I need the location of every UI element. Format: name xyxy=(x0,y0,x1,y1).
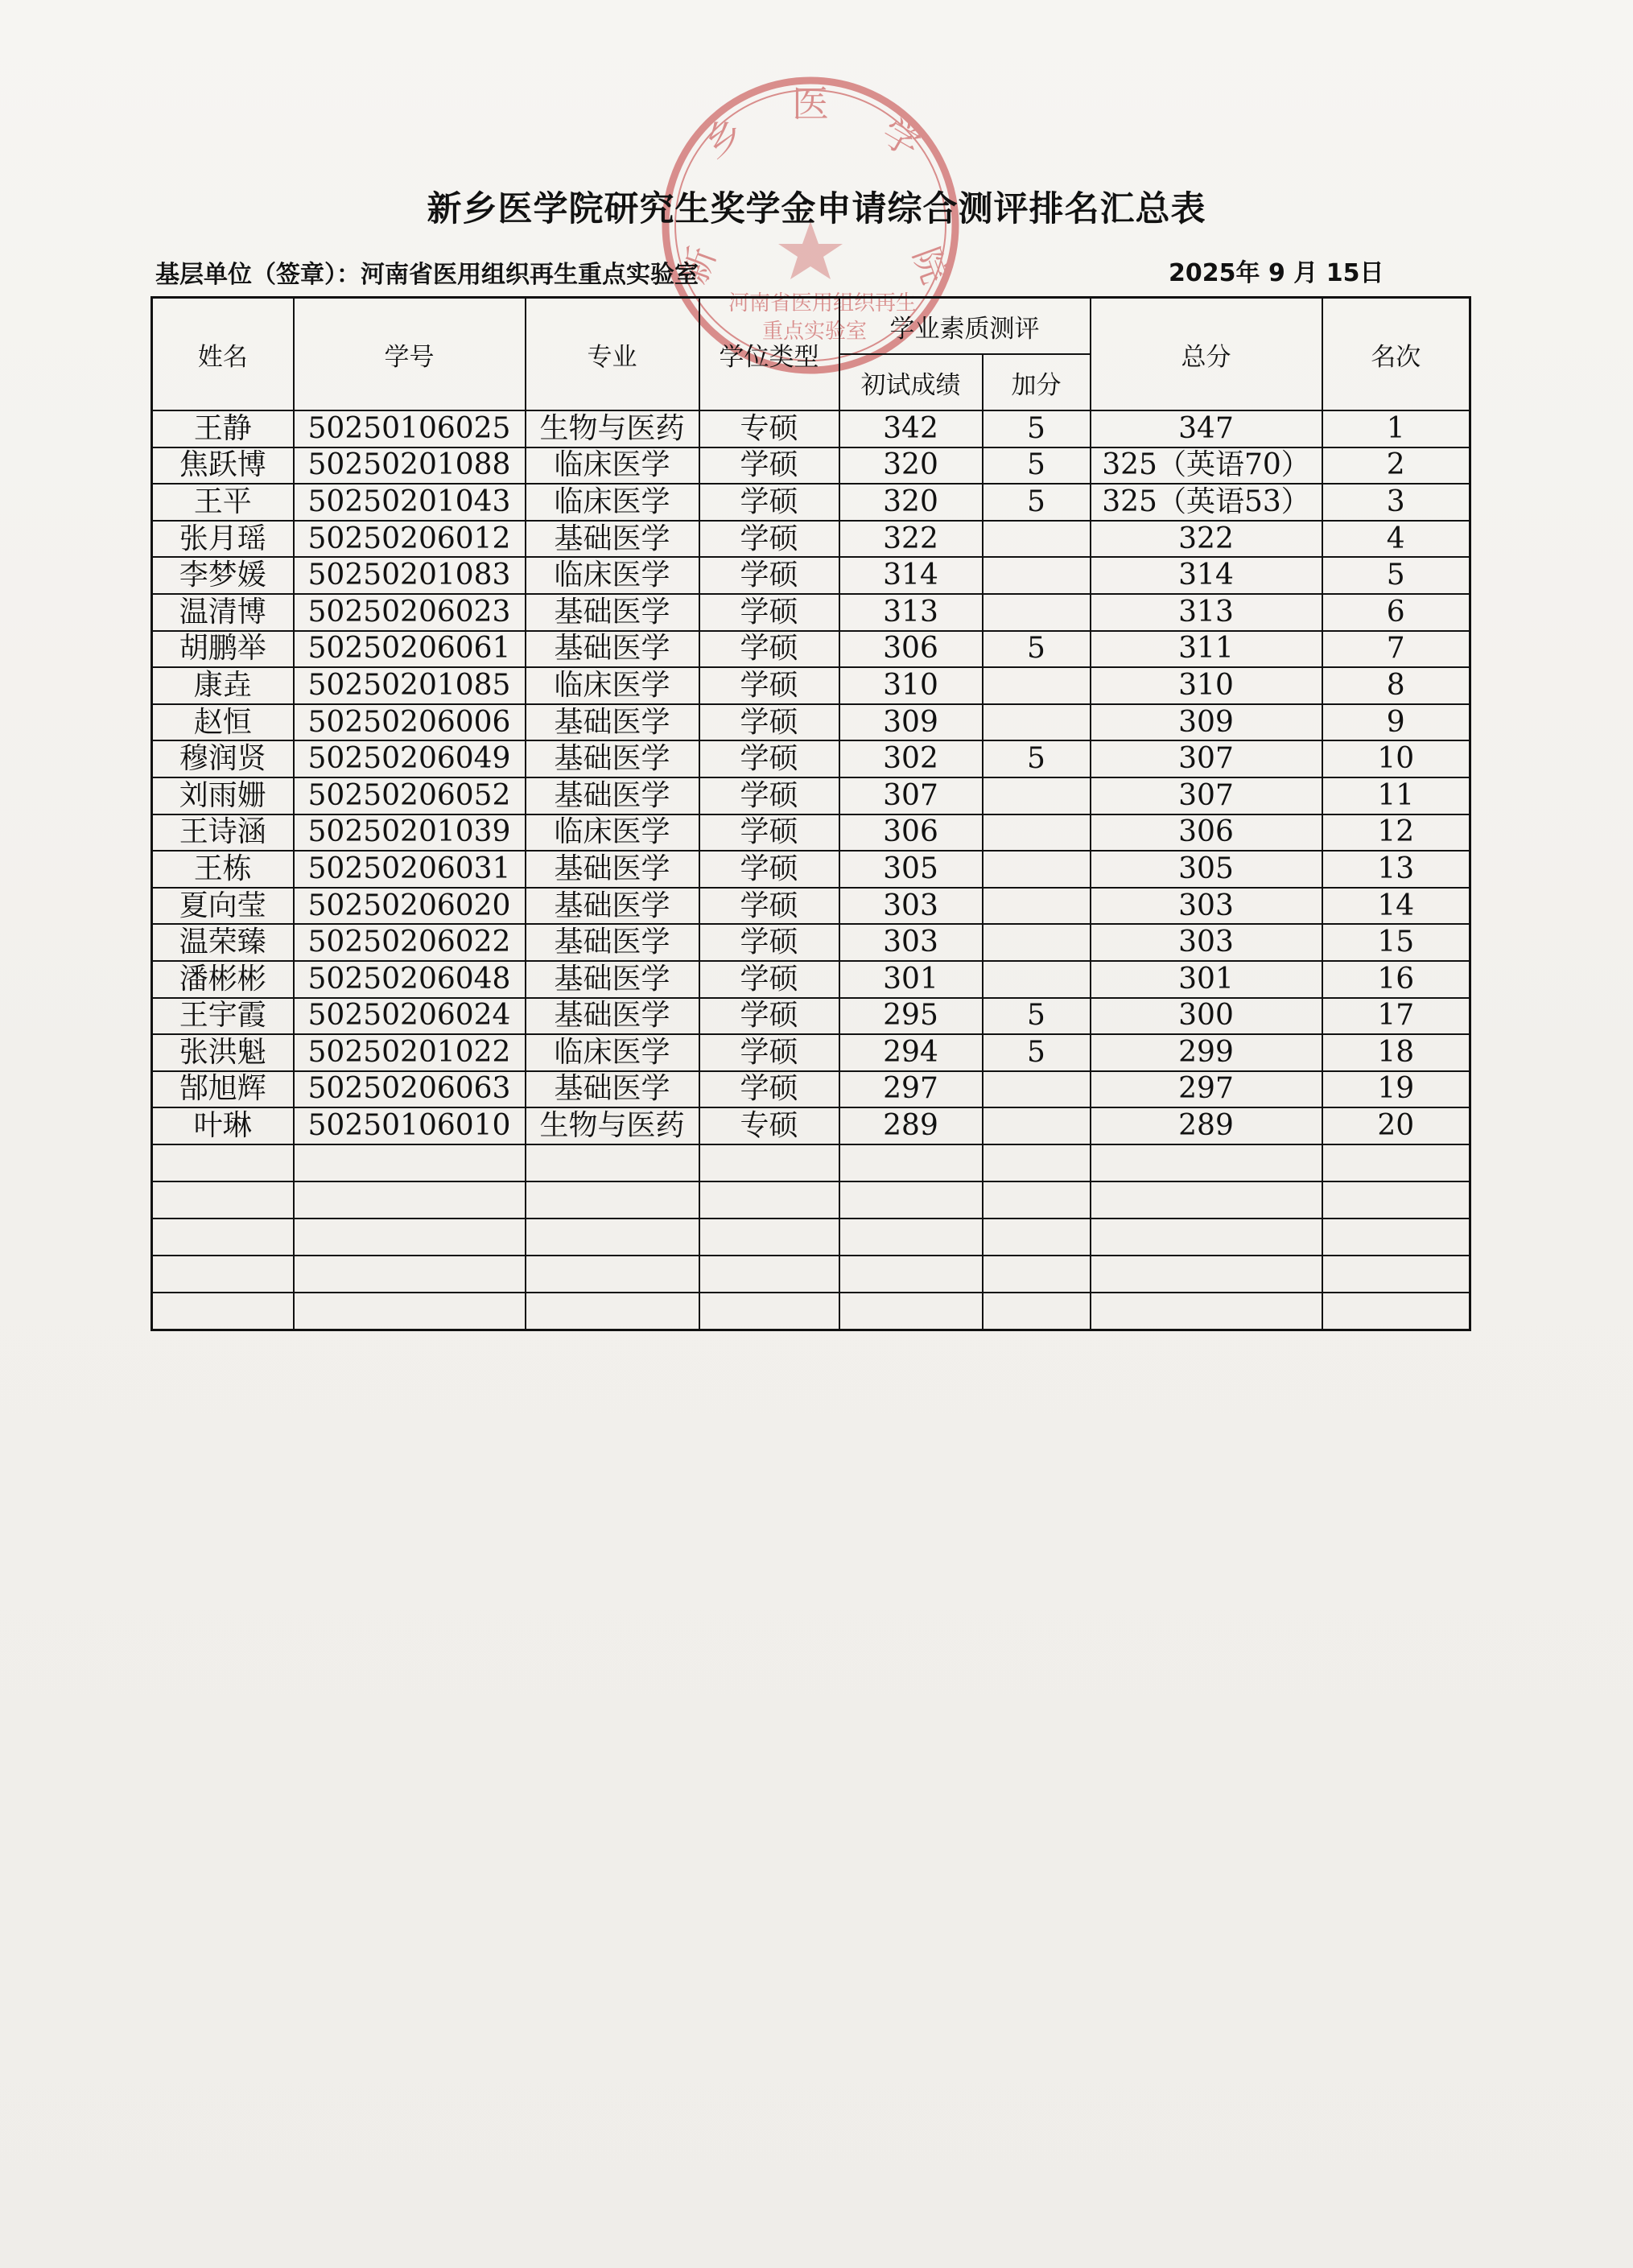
cell-student-id: 50250106010 xyxy=(294,1107,526,1144)
header-bonus: 加分 xyxy=(983,354,1091,410)
header-total: 总分 xyxy=(1091,298,1322,411)
cell-major: 基础医学 xyxy=(526,888,699,925)
cell-bonus xyxy=(983,777,1091,814)
cell-total: 303 xyxy=(1091,924,1322,961)
cell-bonus xyxy=(983,1071,1091,1108)
cell-student-id: 50250206063 xyxy=(294,1071,526,1108)
empty-cell xyxy=(839,1181,983,1219)
cell-name: 李梦媛 xyxy=(152,557,294,594)
cell-total: 301 xyxy=(1091,961,1322,998)
table-row xyxy=(152,924,1470,961)
empty-cell xyxy=(699,1293,839,1330)
cell-major: 临床医学 xyxy=(526,814,699,852)
empty-cell xyxy=(839,1293,983,1330)
cell-major: 基础医学 xyxy=(526,851,699,888)
date-day: 15日 xyxy=(1326,259,1384,287)
cell-initial-score: 295 xyxy=(839,998,983,1035)
cell-degree-type: 学硕 xyxy=(699,1071,839,1108)
cell-bonus: 5 xyxy=(983,447,1091,485)
cell-total: 313 xyxy=(1091,594,1322,631)
cell-bonus xyxy=(983,1107,1091,1144)
empty-cell xyxy=(1091,1181,1322,1219)
cell-student-id: 50250206049 xyxy=(294,740,526,777)
empty-cell xyxy=(699,1144,839,1181)
cell-initial-score: 303 xyxy=(839,924,983,961)
empty-cell xyxy=(152,1256,294,1293)
table-row xyxy=(152,410,1470,447)
cell-degree-type: 学硕 xyxy=(699,594,839,631)
cell-name: 郜旭辉 xyxy=(152,1071,294,1108)
header-degree-type: 学位类型 xyxy=(699,298,839,411)
cell-major: 基础医学 xyxy=(526,521,699,558)
cell-rank: 10 xyxy=(1322,740,1470,777)
cell-name: 夏向莹 xyxy=(152,888,294,925)
page-title: 新乡医学院研究生奖学金申请综合测评排名汇总表 xyxy=(427,189,1206,229)
cell-total: 314 xyxy=(1091,557,1322,594)
cell-major: 基础医学 xyxy=(526,740,699,777)
empty-cell xyxy=(983,1144,1091,1181)
table-row xyxy=(152,961,1470,998)
cell-name: 刘雨姗 xyxy=(152,777,294,814)
header-major: 专业 xyxy=(526,298,699,411)
unit-name: 河南省医用组织再生重点实验室 xyxy=(361,261,699,289)
cell-total: 347 xyxy=(1091,410,1322,447)
table-row xyxy=(152,594,1470,631)
cell-total: 325（英语53） xyxy=(1091,484,1322,521)
cell-name: 焦跃博 xyxy=(152,447,294,485)
cell-bonus xyxy=(983,961,1091,998)
svg-text:乡: 乡 xyxy=(696,109,751,167)
cell-initial-score: 305 xyxy=(839,851,983,888)
table-row xyxy=(152,521,1470,558)
header-student-id: 学号 xyxy=(294,298,526,411)
date-year: 2025年 xyxy=(1169,259,1260,287)
empty-row xyxy=(152,1256,1470,1293)
cell-name: 胡鹏举 xyxy=(152,631,294,668)
cell-rank: 2 xyxy=(1322,447,1470,485)
cell-major: 基础医学 xyxy=(526,998,699,1035)
cell-initial-score: 313 xyxy=(839,594,983,631)
cell-rank: 15 xyxy=(1322,924,1470,961)
header-name: 姓名 xyxy=(152,298,294,411)
cell-student-id: 50250201085 xyxy=(294,667,526,704)
svg-text:院: 院 xyxy=(905,241,956,290)
cell-rank: 5 xyxy=(1322,557,1470,594)
header-initial-score: 初试成绩 xyxy=(839,354,983,410)
cell-student-id: 50250201022 xyxy=(294,1034,526,1071)
empty-row xyxy=(152,1181,1470,1219)
empty-cell xyxy=(839,1256,983,1293)
cell-student-id: 50250206031 xyxy=(294,851,526,888)
cell-major: 生物与医药 xyxy=(526,410,699,447)
table-row xyxy=(152,447,1470,485)
cell-major: 临床医学 xyxy=(526,557,699,594)
empty-cell xyxy=(699,1256,839,1293)
cell-initial-score: 307 xyxy=(839,777,983,814)
cell-rank: 1 xyxy=(1322,410,1470,447)
empty-cell xyxy=(1322,1181,1470,1219)
svg-text:新: 新 xyxy=(673,241,724,290)
unit-label: 基层单位（签章）： xyxy=(155,261,361,289)
cell-rank: 6 xyxy=(1322,594,1470,631)
cell-degree-type: 学硕 xyxy=(699,961,839,998)
empty-cell xyxy=(526,1293,699,1330)
cell-rank: 17 xyxy=(1322,998,1470,1035)
cell-degree-type: 学硕 xyxy=(699,1034,839,1071)
cell-degree-type: 学硕 xyxy=(699,557,839,594)
cell-initial-score: 303 xyxy=(839,888,983,925)
empty-cell xyxy=(1322,1293,1470,1330)
cell-initial-score: 309 xyxy=(839,704,983,741)
table-row xyxy=(152,814,1470,852)
cell-degree-type: 学硕 xyxy=(699,851,839,888)
cell-degree-type: 学硕 xyxy=(699,631,839,668)
cell-bonus xyxy=(983,924,1091,961)
empty-cell xyxy=(983,1181,1091,1219)
cell-student-id: 50250206022 xyxy=(294,924,526,961)
cell-degree-type: 专硕 xyxy=(699,410,839,447)
cell-name: 康垚 xyxy=(152,667,294,704)
cell-student-id: 50250206048 xyxy=(294,961,526,998)
cell-degree-type: 学硕 xyxy=(699,814,839,852)
empty-cell xyxy=(294,1181,526,1219)
cell-degree-type: 专硕 xyxy=(699,1107,839,1144)
cell-total: 310 xyxy=(1091,667,1322,704)
cell-name: 潘彬彬 xyxy=(152,961,294,998)
cell-rank: 7 xyxy=(1322,631,1470,668)
table-row xyxy=(152,998,1470,1035)
cell-initial-score: 322 xyxy=(839,521,983,558)
cell-total: 305 xyxy=(1091,851,1322,888)
cell-rank: 18 xyxy=(1322,1034,1470,1071)
empty-cell xyxy=(983,1219,1091,1256)
empty-cell xyxy=(152,1144,294,1181)
cell-name: 叶琳 xyxy=(152,1107,294,1144)
cell-rank: 8 xyxy=(1322,667,1470,704)
cell-bonus xyxy=(983,851,1091,888)
cell-bonus xyxy=(983,814,1091,852)
cell-major: 基础医学 xyxy=(526,704,699,741)
cell-total: 289 xyxy=(1091,1107,1322,1144)
cell-bonus: 5 xyxy=(983,740,1091,777)
cell-degree-type: 学硕 xyxy=(699,998,839,1035)
cell-major: 基础医学 xyxy=(526,924,699,961)
empty-cell xyxy=(699,1219,839,1256)
cell-rank: 14 xyxy=(1322,888,1470,925)
empty-cell xyxy=(1322,1256,1470,1293)
cell-degree-type: 学硕 xyxy=(699,447,839,485)
cell-bonus: 5 xyxy=(983,484,1091,521)
cell-major: 基础医学 xyxy=(526,631,699,668)
empty-cell xyxy=(983,1256,1091,1293)
cell-name: 赵恒 xyxy=(152,704,294,741)
cell-rank: 16 xyxy=(1322,961,1470,998)
cell-major: 临床医学 xyxy=(526,1034,699,1071)
cell-initial-score: 297 xyxy=(839,1071,983,1108)
cell-degree-type: 学硕 xyxy=(699,888,839,925)
ranking-table xyxy=(151,296,1471,1331)
cell-rank: 12 xyxy=(1322,814,1470,852)
svg-text:河南省医用组织再生: 河南省医用组织再生 xyxy=(728,291,918,315)
date-line xyxy=(1169,253,1384,288)
cell-name: 张月瑶 xyxy=(152,521,294,558)
cell-degree-type: 学硕 xyxy=(699,777,839,814)
empty-cell xyxy=(526,1256,699,1293)
cell-degree-type: 学硕 xyxy=(699,704,839,741)
svg-text:医: 医 xyxy=(792,82,829,126)
table-row xyxy=(152,888,1470,925)
header-rank: 名次 xyxy=(1322,298,1470,411)
date-month: 9 xyxy=(1268,259,1285,287)
cell-initial-score: 342 xyxy=(839,410,983,447)
cell-total: 322 xyxy=(1091,521,1322,558)
cell-rank: 13 xyxy=(1322,851,1470,888)
cell-name: 王平 xyxy=(152,484,294,521)
cell-name: 王静 xyxy=(152,410,294,447)
cell-rank: 4 xyxy=(1322,521,1470,558)
cell-total: 297 xyxy=(1091,1071,1322,1108)
cell-name: 穆润贤 xyxy=(152,740,294,777)
table-row xyxy=(152,1107,1470,1144)
svg-text:学: 学 xyxy=(874,109,929,167)
cell-initial-score: 294 xyxy=(839,1034,983,1071)
cell-degree-type: 学硕 xyxy=(699,667,839,704)
cell-degree-type: 学硕 xyxy=(699,740,839,777)
empty-cell xyxy=(294,1144,526,1181)
cell-student-id: 50250206061 xyxy=(294,631,526,668)
empty-cell xyxy=(839,1144,983,1181)
cell-name: 王栋 xyxy=(152,851,294,888)
table-row xyxy=(152,777,1470,814)
date-month-label: 月 xyxy=(1293,259,1318,287)
cell-major: 基础医学 xyxy=(526,594,699,631)
cell-major: 生物与医药 xyxy=(526,1107,699,1144)
cell-initial-score: 289 xyxy=(839,1107,983,1144)
cell-student-id: 50250201083 xyxy=(294,557,526,594)
empty-cell xyxy=(526,1144,699,1181)
table-row xyxy=(152,484,1470,521)
cell-bonus xyxy=(983,594,1091,631)
cell-total: 303 xyxy=(1091,888,1322,925)
cell-major: 临床医学 xyxy=(526,484,699,521)
empty-cell xyxy=(526,1181,699,1219)
cell-major: 临床医学 xyxy=(526,447,699,485)
empty-row xyxy=(152,1219,1470,1256)
cell-initial-score: 320 xyxy=(839,447,983,485)
cell-bonus xyxy=(983,888,1091,925)
cell-student-id: 50250206020 xyxy=(294,888,526,925)
empty-cell xyxy=(1322,1144,1470,1181)
cell-major: 临床医学 xyxy=(526,667,699,704)
empty-cell xyxy=(1322,1219,1470,1256)
svg-text:重点实验室: 重点实验室 xyxy=(761,320,868,344)
cell-bonus: 5 xyxy=(983,410,1091,447)
cell-bonus: 5 xyxy=(983,1034,1091,1071)
empty-cell xyxy=(294,1293,526,1330)
table-row xyxy=(152,704,1470,741)
cell-major: 基础医学 xyxy=(526,1071,699,1108)
empty-cell xyxy=(839,1219,983,1256)
table-body xyxy=(152,410,1470,1330)
cell-total: 299 xyxy=(1091,1034,1322,1071)
empty-cell xyxy=(983,1293,1091,1330)
table-row xyxy=(152,631,1470,668)
empty-row xyxy=(152,1144,1470,1181)
cell-total: 307 xyxy=(1091,777,1322,814)
table-row xyxy=(152,851,1470,888)
empty-cell xyxy=(1091,1144,1322,1181)
cell-bonus xyxy=(983,521,1091,558)
cell-total: 300 xyxy=(1091,998,1322,1035)
cell-bonus xyxy=(983,667,1091,704)
cell-total: 325（英语70） xyxy=(1091,447,1322,485)
cell-student-id: 50250206023 xyxy=(294,594,526,631)
empty-cell xyxy=(1091,1293,1322,1330)
cell-initial-score: 306 xyxy=(839,814,983,852)
cell-initial-score: 301 xyxy=(839,961,983,998)
table-row xyxy=(152,667,1470,704)
cell-bonus xyxy=(983,557,1091,594)
cell-student-id: 50250206024 xyxy=(294,998,526,1035)
cell-initial-score: 320 xyxy=(839,484,983,521)
cell-total: 309 xyxy=(1091,704,1322,741)
empty-cell xyxy=(294,1256,526,1293)
empty-cell xyxy=(1091,1219,1322,1256)
cell-major: 基础医学 xyxy=(526,961,699,998)
cell-bonus xyxy=(983,704,1091,741)
cell-initial-score: 302 xyxy=(839,740,983,777)
table-row xyxy=(152,1071,1470,1108)
cell-initial-score: 310 xyxy=(839,667,983,704)
cell-student-id: 50250206012 xyxy=(294,521,526,558)
empty-cell xyxy=(526,1219,699,1256)
cell-name: 温荣臻 xyxy=(152,924,294,961)
cell-initial-score: 314 xyxy=(839,557,983,594)
empty-cell xyxy=(152,1293,294,1330)
cell-student-id: 50250201039 xyxy=(294,814,526,852)
cell-student-id: 50250201043 xyxy=(294,484,526,521)
cell-name: 温清博 xyxy=(152,594,294,631)
cell-student-id: 50250201088 xyxy=(294,447,526,485)
cell-bonus: 5 xyxy=(983,998,1091,1035)
table-row xyxy=(152,557,1470,594)
cell-name: 张洪魁 xyxy=(152,1034,294,1071)
cell-bonus: 5 xyxy=(983,631,1091,668)
cell-rank: 20 xyxy=(1322,1107,1470,1144)
cell-student-id: 50250106025 xyxy=(294,410,526,447)
empty-cell xyxy=(699,1181,839,1219)
header-academic-quality: 学业素质测评 xyxy=(839,298,1091,355)
cell-rank: 3 xyxy=(1322,484,1470,521)
cell-name: 王诗涵 xyxy=(152,814,294,852)
empty-row xyxy=(152,1293,1470,1330)
cell-total: 311 xyxy=(1091,631,1322,668)
cell-total: 307 xyxy=(1091,740,1322,777)
cell-major: 基础医学 xyxy=(526,777,699,814)
unit-line xyxy=(155,254,699,290)
table-row xyxy=(152,740,1470,777)
cell-degree-type: 学硕 xyxy=(699,521,839,558)
empty-cell xyxy=(1091,1256,1322,1293)
cell-degree-type: 学硕 xyxy=(699,484,839,521)
cell-rank: 19 xyxy=(1322,1071,1470,1108)
empty-cell xyxy=(294,1219,526,1256)
cell-total: 306 xyxy=(1091,814,1322,852)
cell-name: 王宇霞 xyxy=(152,998,294,1035)
cell-rank: 11 xyxy=(1322,777,1470,814)
cell-degree-type: 学硕 xyxy=(699,924,839,961)
cell-rank: 9 xyxy=(1322,704,1470,741)
empty-cell xyxy=(152,1181,294,1219)
cell-student-id: 50250206052 xyxy=(294,777,526,814)
table-row xyxy=(152,1034,1470,1071)
cell-initial-score: 306 xyxy=(839,631,983,668)
cell-student-id: 50250206006 xyxy=(294,704,526,741)
empty-cell xyxy=(152,1219,294,1256)
